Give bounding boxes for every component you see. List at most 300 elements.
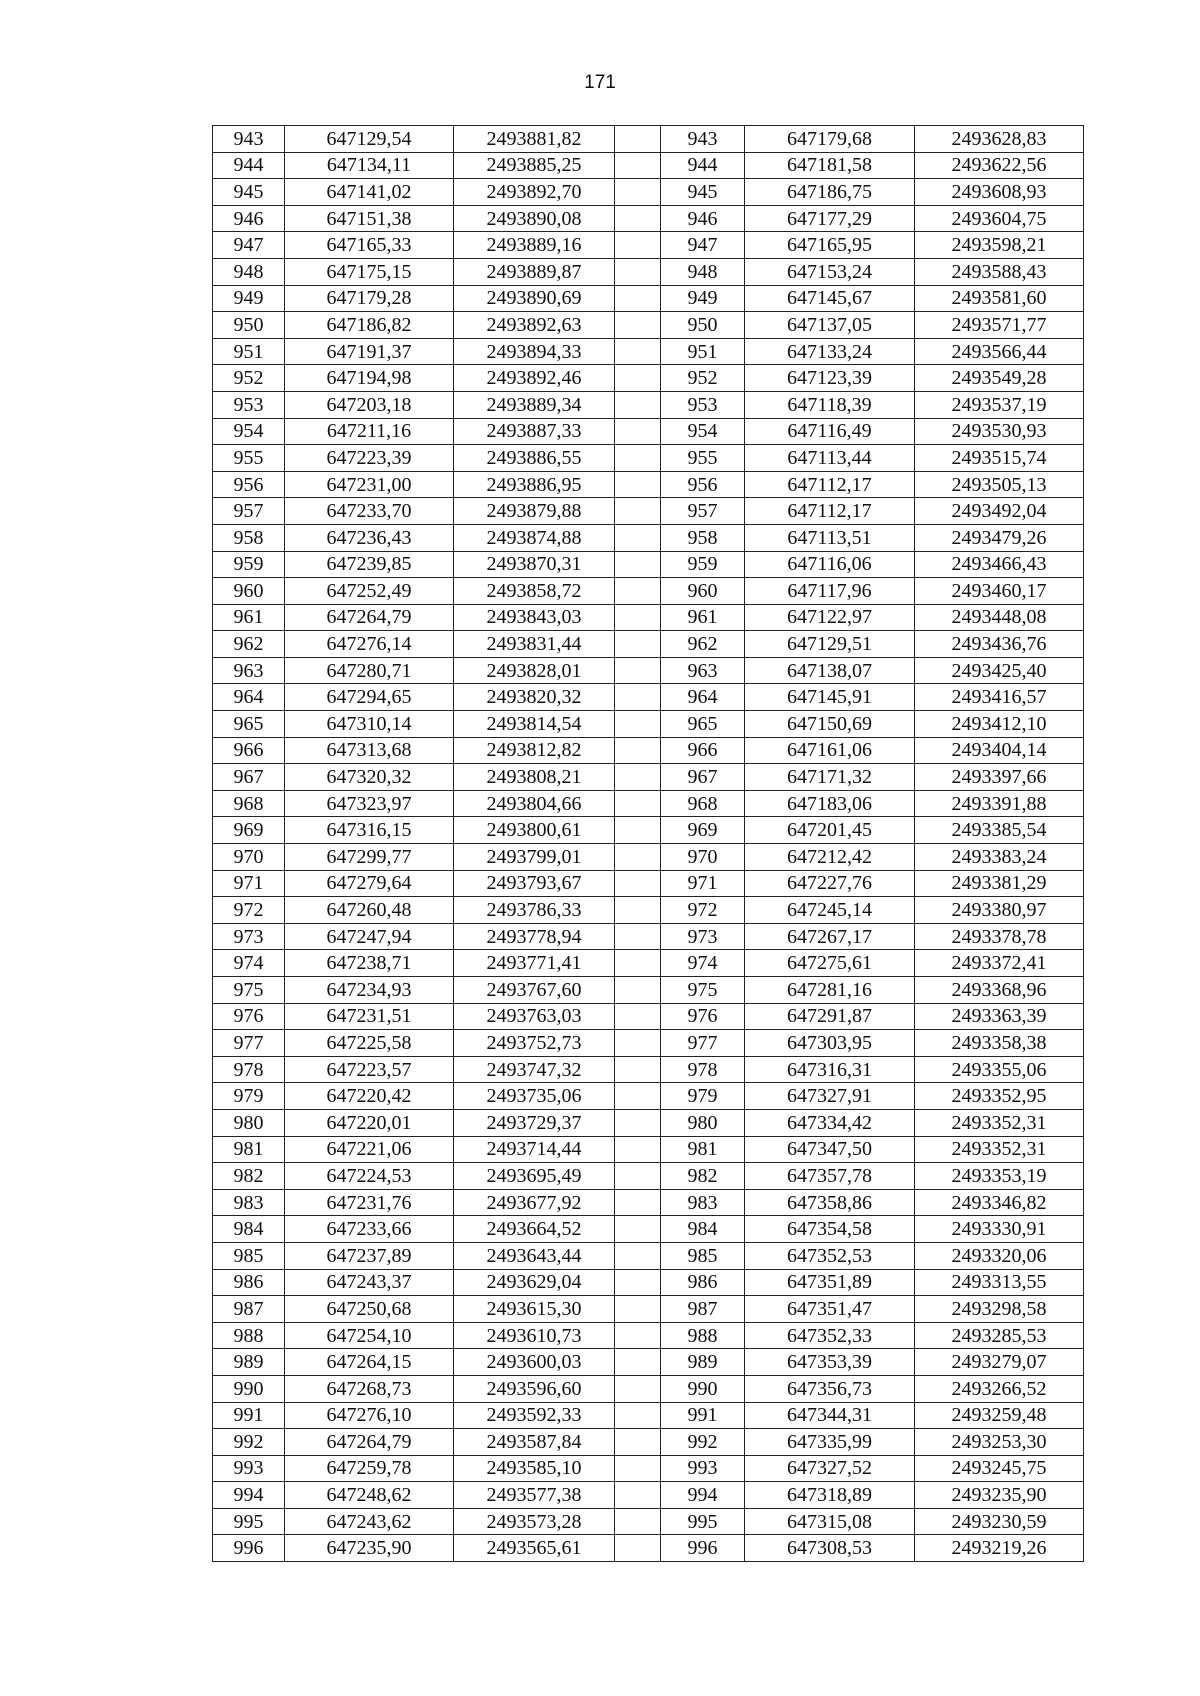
- spacer-cell: [615, 578, 661, 605]
- table-row: [213, 1163, 1084, 1190]
- y-coordinate-right: 2493235,90: [915, 1482, 1084, 1509]
- y-coordinate-left: 2493565,61: [454, 1535, 615, 1562]
- x-coordinate-right: 647335,99: [745, 1429, 915, 1456]
- x-coordinate-right: 647183,06: [745, 790, 915, 817]
- y-coordinate-right: 2493628,83: [915, 126, 1084, 153]
- point-number-left: 984: [213, 1216, 285, 1243]
- spacer-cell: [615, 844, 661, 871]
- x-coordinate-left: 647276,10: [285, 1402, 454, 1429]
- x-coordinate-left: 647260,48: [285, 897, 454, 924]
- table-row: [213, 631, 1084, 658]
- point-number-right: 980: [661, 1109, 745, 1136]
- point-number-left: 971: [213, 870, 285, 897]
- table-row: [213, 1056, 1084, 1083]
- y-coordinate-left: 2493735,06: [454, 1083, 615, 1110]
- y-coordinate-right: 2493566,44: [915, 338, 1084, 365]
- y-coordinate-right: 2493358,38: [915, 1030, 1084, 1057]
- y-coordinate-right: 2493436,76: [915, 631, 1084, 658]
- y-coordinate-right: 2493571,77: [915, 312, 1084, 339]
- x-coordinate-right: 647351,47: [745, 1296, 915, 1323]
- point-number-right: 971: [661, 870, 745, 897]
- spacer-cell: [615, 1136, 661, 1163]
- point-number-right: 995: [661, 1508, 745, 1535]
- x-coordinate-right: 647145,91: [745, 684, 915, 711]
- x-coordinate-right: 647308,53: [745, 1535, 915, 1562]
- x-coordinate-left: 647313,68: [285, 737, 454, 764]
- x-coordinate-left: 647141,02: [285, 179, 454, 206]
- point-number-left: 960: [213, 578, 285, 605]
- point-number-right: 988: [661, 1322, 745, 1349]
- point-number-right: 962: [661, 631, 745, 658]
- x-coordinate-left: 647250,68: [285, 1296, 454, 1323]
- point-number-right: 949: [661, 285, 745, 312]
- table-row: [213, 1030, 1084, 1057]
- y-coordinate-right: 2493219,26: [915, 1535, 1084, 1562]
- x-coordinate-left: 647235,90: [285, 1535, 454, 1562]
- table-row: [213, 1269, 1084, 1296]
- x-coordinate-left: 647186,82: [285, 312, 454, 339]
- x-coordinate-right: 647137,05: [745, 312, 915, 339]
- y-coordinate-left: 2493600,03: [454, 1349, 615, 1376]
- x-coordinate-right: 647227,76: [745, 870, 915, 897]
- y-coordinate-left: 2493804,66: [454, 790, 615, 817]
- y-coordinate-right: 2493368,96: [915, 977, 1084, 1004]
- point-number-right: 958: [661, 524, 745, 551]
- x-coordinate-left: 647179,28: [285, 285, 454, 312]
- point-number-right: 960: [661, 578, 745, 605]
- point-number-right: 954: [661, 418, 745, 445]
- table-row: [213, 232, 1084, 259]
- y-coordinate-left: 2493889,34: [454, 391, 615, 418]
- point-number-left: 983: [213, 1189, 285, 1216]
- x-coordinate-left: 647280,71: [285, 657, 454, 684]
- x-coordinate-right: 647179,68: [745, 126, 915, 153]
- table-row: [213, 179, 1084, 206]
- table-row: [213, 498, 1084, 525]
- y-coordinate-left: 2493677,92: [454, 1189, 615, 1216]
- x-coordinate-right: 647112,17: [745, 471, 915, 498]
- spacer-cell: [615, 1402, 661, 1429]
- y-coordinate-right: 2493385,54: [915, 817, 1084, 844]
- point-number-left: 991: [213, 1402, 285, 1429]
- table-row: [213, 312, 1084, 339]
- x-coordinate-right: 647344,31: [745, 1402, 915, 1429]
- x-coordinate-left: 647221,06: [285, 1136, 454, 1163]
- x-coordinate-left: 647259,78: [285, 1455, 454, 1482]
- table-row: [213, 790, 1084, 817]
- y-coordinate-left: 2493800,61: [454, 817, 615, 844]
- x-coordinate-right: 647116,06: [745, 551, 915, 578]
- y-coordinate-right: 2493425,40: [915, 657, 1084, 684]
- y-coordinate-right: 2493505,13: [915, 471, 1084, 498]
- table-row: [213, 1508, 1084, 1535]
- x-coordinate-left: 647243,37: [285, 1269, 454, 1296]
- point-number-left: 946: [213, 205, 285, 232]
- x-coordinate-right: 647351,89: [745, 1269, 915, 1296]
- table-row: [213, 817, 1084, 844]
- y-coordinate-right: 2493259,48: [915, 1402, 1084, 1429]
- table-row: [213, 711, 1084, 738]
- y-coordinate-left: 2493874,88: [454, 524, 615, 551]
- spacer-cell: [615, 1482, 661, 1509]
- point-number-left: 947: [213, 232, 285, 259]
- table-row: [213, 1402, 1084, 1429]
- point-number-right: 967: [661, 764, 745, 791]
- point-number-left: 986: [213, 1269, 285, 1296]
- table-row: [213, 205, 1084, 232]
- y-coordinate-left: 2493629,04: [454, 1269, 615, 1296]
- y-coordinate-left: 2493812,82: [454, 737, 615, 764]
- spacer-cell: [615, 205, 661, 232]
- point-number-left: 993: [213, 1455, 285, 1482]
- spacer-cell: [615, 923, 661, 950]
- table-row: [213, 657, 1084, 684]
- y-coordinate-left: 2493843,03: [454, 604, 615, 631]
- point-number-right: 959: [661, 551, 745, 578]
- table-row: [213, 737, 1084, 764]
- page-number: 171: [584, 72, 616, 93]
- x-coordinate-right: 647201,45: [745, 817, 915, 844]
- x-coordinate-left: 647239,85: [285, 551, 454, 578]
- point-number-left: 958: [213, 524, 285, 551]
- table-row: [213, 1109, 1084, 1136]
- y-coordinate-right: 2493537,19: [915, 391, 1084, 418]
- y-coordinate-right: 2493253,30: [915, 1429, 1084, 1456]
- x-coordinate-left: 647254,10: [285, 1322, 454, 1349]
- x-coordinate-left: 647316,15: [285, 817, 454, 844]
- x-coordinate-left: 647236,43: [285, 524, 454, 551]
- spacer-cell: [615, 737, 661, 764]
- y-coordinate-left: 2493820,32: [454, 684, 615, 711]
- x-coordinate-right: 647112,17: [745, 498, 915, 525]
- x-coordinate-right: 647303,95: [745, 1030, 915, 1057]
- x-coordinate-left: 647191,37: [285, 338, 454, 365]
- y-coordinate-right: 2493581,60: [915, 285, 1084, 312]
- y-coordinate-right: 2493530,93: [915, 418, 1084, 445]
- x-coordinate-left: 647237,89: [285, 1242, 454, 1269]
- y-coordinate-left: 2493615,30: [454, 1296, 615, 1323]
- table-row: [213, 764, 1084, 791]
- spacer-cell: [615, 1083, 661, 1110]
- x-coordinate-right: 647327,52: [745, 1455, 915, 1482]
- table-row: [213, 285, 1084, 312]
- point-number-left: 990: [213, 1375, 285, 1402]
- point-number-left: 950: [213, 312, 285, 339]
- y-coordinate-left: 2493695,49: [454, 1163, 615, 1190]
- table-row: [213, 152, 1084, 179]
- y-coordinate-right: 2493381,29: [915, 870, 1084, 897]
- table-row: [213, 1375, 1084, 1402]
- y-coordinate-right: 2493622,56: [915, 152, 1084, 179]
- point-number-right: 957: [661, 498, 745, 525]
- y-coordinate-left: 2493587,84: [454, 1429, 615, 1456]
- table-row: [213, 1455, 1084, 1482]
- y-coordinate-left: 2493793,67: [454, 870, 615, 897]
- x-coordinate-left: 647299,77: [285, 844, 454, 871]
- point-number-right: 985: [661, 1242, 745, 1269]
- point-number-right: 982: [661, 1163, 745, 1190]
- x-coordinate-right: 647212,42: [745, 844, 915, 871]
- spacer-cell: [615, 1508, 661, 1535]
- y-coordinate-left: 2493573,28: [454, 1508, 615, 1535]
- x-coordinate-left: 647247,94: [285, 923, 454, 950]
- table-row: [213, 604, 1084, 631]
- spacer-cell: [615, 711, 661, 738]
- point-number-right: 994: [661, 1482, 745, 1509]
- point-number-left: 996: [213, 1535, 285, 1562]
- x-coordinate-left: 647175,15: [285, 258, 454, 285]
- point-number-right: 966: [661, 737, 745, 764]
- x-coordinate-left: 647165,33: [285, 232, 454, 259]
- spacer-cell: [615, 764, 661, 791]
- x-coordinate-right: 647165,95: [745, 232, 915, 259]
- point-number-left: 994: [213, 1482, 285, 1509]
- spacer-cell: [615, 338, 661, 365]
- spacer-cell: [615, 1535, 661, 1562]
- y-coordinate-right: 2493466,43: [915, 551, 1084, 578]
- spacer-cell: [615, 1216, 661, 1243]
- point-number-right: 978: [661, 1056, 745, 1083]
- point-number-right: 983: [661, 1189, 745, 1216]
- x-coordinate-right: 647123,39: [745, 365, 915, 392]
- spacer-cell: [615, 1429, 661, 1456]
- table-row: [213, 551, 1084, 578]
- point-number-left: 974: [213, 950, 285, 977]
- x-coordinate-right: 647356,73: [745, 1375, 915, 1402]
- y-coordinate-left: 2493887,33: [454, 418, 615, 445]
- point-number-left: 959: [213, 551, 285, 578]
- point-number-right: 953: [661, 391, 745, 418]
- y-coordinate-right: 2493298,58: [915, 1296, 1084, 1323]
- x-coordinate-left: 647231,51: [285, 1003, 454, 1030]
- y-coordinate-left: 2493752,73: [454, 1030, 615, 1057]
- x-coordinate-left: 647220,01: [285, 1109, 454, 1136]
- y-coordinate-left: 2493892,70: [454, 179, 615, 206]
- x-coordinate-left: 647223,57: [285, 1056, 454, 1083]
- table-row: [213, 445, 1084, 472]
- x-coordinate-left: 647151,38: [285, 205, 454, 232]
- x-coordinate-left: 647276,14: [285, 631, 454, 658]
- x-coordinate-left: 647268,73: [285, 1375, 454, 1402]
- y-coordinate-right: 2493352,95: [915, 1083, 1084, 1110]
- x-coordinate-right: 647133,24: [745, 338, 915, 365]
- y-coordinate-left: 2493886,95: [454, 471, 615, 498]
- y-coordinate-right: 2493383,24: [915, 844, 1084, 871]
- table-row: [213, 365, 1084, 392]
- x-coordinate-left: 647220,42: [285, 1083, 454, 1110]
- x-coordinate-left: 647211,16: [285, 418, 454, 445]
- x-coordinate-left: 647243,62: [285, 1508, 454, 1535]
- x-coordinate-right: 647138,07: [745, 657, 915, 684]
- spacer-cell: [615, 790, 661, 817]
- point-number-left: 954: [213, 418, 285, 445]
- point-number-right: 948: [661, 258, 745, 285]
- spacer-cell: [615, 977, 661, 1004]
- point-number-right: 950: [661, 312, 745, 339]
- y-coordinate-left: 2493786,33: [454, 897, 615, 924]
- point-number-left: 995: [213, 1508, 285, 1535]
- spacer-cell: [615, 445, 661, 472]
- spacer-cell: [615, 258, 661, 285]
- spacer-cell: [615, 1375, 661, 1402]
- point-number-right: 947: [661, 232, 745, 259]
- x-coordinate-left: 647233,66: [285, 1216, 454, 1243]
- point-number-right: 965: [661, 711, 745, 738]
- x-coordinate-right: 647281,16: [745, 977, 915, 1004]
- x-coordinate-left: 647310,14: [285, 711, 454, 738]
- y-coordinate-left: 2493885,25: [454, 152, 615, 179]
- x-coordinate-right: 647327,91: [745, 1083, 915, 1110]
- table-row: [213, 1136, 1084, 1163]
- table-row: [213, 1429, 1084, 1456]
- y-coordinate-left: 2493858,72: [454, 578, 615, 605]
- y-coordinate-left: 2493886,55: [454, 445, 615, 472]
- x-coordinate-left: 647252,49: [285, 578, 454, 605]
- x-coordinate-right: 647117,96: [745, 578, 915, 605]
- spacer-cell: [615, 1109, 661, 1136]
- x-coordinate-left: 647264,79: [285, 604, 454, 631]
- point-number-left: 957: [213, 498, 285, 525]
- x-coordinate-left: 647238,71: [285, 950, 454, 977]
- spacer-cell: [615, 312, 661, 339]
- y-coordinate-right: 2493515,74: [915, 445, 1084, 472]
- x-coordinate-right: 647153,24: [745, 258, 915, 285]
- x-coordinate-left: 647231,00: [285, 471, 454, 498]
- x-coordinate-left: 647203,18: [285, 391, 454, 418]
- x-coordinate-right: 647145,67: [745, 285, 915, 312]
- y-coordinate-left: 2493714,44: [454, 1136, 615, 1163]
- x-coordinate-right: 647354,58: [745, 1216, 915, 1243]
- table-row: [213, 950, 1084, 977]
- point-number-right: 943: [661, 126, 745, 153]
- table-row: [213, 578, 1084, 605]
- point-number-right: 945: [661, 179, 745, 206]
- table-row: [213, 1535, 1084, 1562]
- y-coordinate-left: 2493747,32: [454, 1056, 615, 1083]
- point-number-left: 949: [213, 285, 285, 312]
- y-coordinate-left: 2493577,38: [454, 1482, 615, 1509]
- x-coordinate-right: 647275,61: [745, 950, 915, 977]
- table-row: [213, 844, 1084, 871]
- point-number-right: 963: [661, 657, 745, 684]
- point-number-left: 980: [213, 1109, 285, 1136]
- x-coordinate-right: 647357,78: [745, 1163, 915, 1190]
- y-coordinate-left: 2493881,82: [454, 126, 615, 153]
- y-coordinate-right: 2493353,19: [915, 1163, 1084, 1190]
- y-coordinate-left: 2493778,94: [454, 923, 615, 950]
- x-coordinate-right: 647150,69: [745, 711, 915, 738]
- x-coordinate-right: 647245,14: [745, 897, 915, 924]
- point-number-right: 987: [661, 1296, 745, 1323]
- point-number-left: 977: [213, 1030, 285, 1057]
- y-coordinate-right: 2493346,82: [915, 1189, 1084, 1216]
- spacer-cell: [615, 365, 661, 392]
- point-number-left: 973: [213, 923, 285, 950]
- y-coordinate-left: 2493889,87: [454, 258, 615, 285]
- point-number-left: 943: [213, 126, 285, 153]
- point-number-left: 968: [213, 790, 285, 817]
- y-coordinate-right: 2493416,57: [915, 684, 1084, 711]
- point-number-left: 982: [213, 1163, 285, 1190]
- y-coordinate-right: 2493313,55: [915, 1269, 1084, 1296]
- y-coordinate-right: 2493372,41: [915, 950, 1084, 977]
- point-number-left: 945: [213, 179, 285, 206]
- spacer-cell: [615, 1163, 661, 1190]
- point-number-left: 948: [213, 258, 285, 285]
- spacer-cell: [615, 285, 661, 312]
- spacer-cell: [615, 1269, 661, 1296]
- point-number-right: 992: [661, 1429, 745, 1456]
- x-coordinate-right: 647186,75: [745, 179, 915, 206]
- point-number-left: 965: [213, 711, 285, 738]
- table-row: [213, 1349, 1084, 1376]
- spacer-cell: [615, 179, 661, 206]
- y-coordinate-left: 2493592,33: [454, 1402, 615, 1429]
- table-row: [213, 338, 1084, 365]
- table-row: [213, 684, 1084, 711]
- table-row: [213, 391, 1084, 418]
- point-number-right: 952: [661, 365, 745, 392]
- point-number-right: 944: [661, 152, 745, 179]
- point-number-right: 989: [661, 1349, 745, 1376]
- x-coordinate-left: 647294,65: [285, 684, 454, 711]
- point-number-right: 974: [661, 950, 745, 977]
- spacer-cell: [615, 604, 661, 631]
- x-coordinate-right: 647177,29: [745, 205, 915, 232]
- point-number-left: 981: [213, 1136, 285, 1163]
- table-row: [213, 1322, 1084, 1349]
- spacer-cell: [615, 1003, 661, 1030]
- spacer-cell: [615, 684, 661, 711]
- spacer-cell: [615, 471, 661, 498]
- table-row: [213, 524, 1084, 551]
- y-coordinate-left: 2493585,10: [454, 1455, 615, 1482]
- point-number-left: 987: [213, 1296, 285, 1323]
- point-number-right: 972: [661, 897, 745, 924]
- point-number-right: 964: [661, 684, 745, 711]
- x-coordinate-right: 647316,31: [745, 1056, 915, 1083]
- y-coordinate-right: 2493266,52: [915, 1375, 1084, 1402]
- table-row: [213, 897, 1084, 924]
- y-coordinate-right: 2493604,75: [915, 205, 1084, 232]
- y-coordinate-right: 2493285,53: [915, 1322, 1084, 1349]
- point-number-left: 992: [213, 1429, 285, 1456]
- y-coordinate-left: 2493890,08: [454, 205, 615, 232]
- x-coordinate-left: 647231,76: [285, 1189, 454, 1216]
- y-coordinate-right: 2493320,06: [915, 1242, 1084, 1269]
- point-number-right: 973: [661, 923, 745, 950]
- point-number-right: 981: [661, 1136, 745, 1163]
- x-coordinate-left: 647225,58: [285, 1030, 454, 1057]
- y-coordinate-right: 2493412,10: [915, 711, 1084, 738]
- y-coordinate-right: 2493492,04: [915, 498, 1084, 525]
- point-number-left: 972: [213, 897, 285, 924]
- x-coordinate-right: 647352,53: [745, 1242, 915, 1269]
- point-number-left: 955: [213, 445, 285, 472]
- y-coordinate-right: 2493230,59: [915, 1508, 1084, 1535]
- x-coordinate-left: 647233,70: [285, 498, 454, 525]
- point-number-right: 970: [661, 844, 745, 871]
- point-number-right: 951: [661, 338, 745, 365]
- y-coordinate-left: 2493799,01: [454, 844, 615, 871]
- spacer-cell: [615, 1030, 661, 1057]
- point-number-left: 966: [213, 737, 285, 764]
- point-number-left: 951: [213, 338, 285, 365]
- point-number-left: 953: [213, 391, 285, 418]
- x-coordinate-right: 647353,39: [745, 1349, 915, 1376]
- y-coordinate-right: 2493380,97: [915, 897, 1084, 924]
- table-row: [213, 471, 1084, 498]
